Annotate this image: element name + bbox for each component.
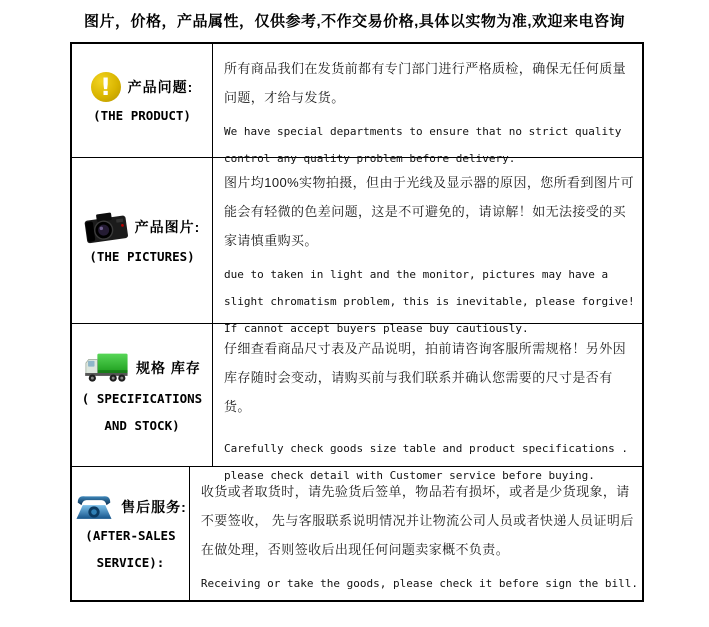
- row-pictures-en-line: If cannot accept buyers please buy cautiously.: [224, 322, 529, 335]
- row-specs-en-line: Carefully check goods size table and product specifications .: [224, 442, 628, 455]
- table-row-service: [72, 466, 642, 600]
- row-specs-sublabel: ( SPECIFICATIONS: [81, 391, 203, 406]
- row-service-text-cell: [190, 467, 642, 600]
- warning-icon: !: [91, 72, 121, 102]
- row-product-label: 产品问题:: [127, 79, 194, 95]
- notice-table: [70, 42, 644, 602]
- row-specs-zh-text: 仔细查看商品尺寸表及产品说明，拍前请咨询客服所需规格！另外因库存随时会变动，请购买前与我们联系并确认您需要的尺寸是否有货。: [224, 341, 627, 414]
- row-pictures-en-line: due to taken in light and the monitor, pictures may have a: [224, 268, 609, 281]
- phone-icon: [74, 492, 114, 522]
- row-pictures-zh-text: 图片均100%实物拍摄，但由于光线及显示器的原因，您所看到图片可能会有轻微的色差问题，这是不可避免的，请谅解！如无法接受的买家请慎重购买。: [224, 175, 635, 248]
- row-product-text-cell: [213, 44, 642, 165]
- row-pictures-sublabel: (THE PICTURES): [89, 249, 195, 264]
- row-service-sublabel: SERVICE):: [96, 554, 165, 570]
- row-pictures-text-cell: [213, 158, 642, 335]
- row-specs-en-line: please check detail with Customer service before buying.: [224, 469, 595, 482]
- table-row-pictures: [72, 157, 642, 335]
- row-pictures-label: 产品图片:: [134, 219, 201, 235]
- row-specs-label-cell: [72, 324, 213, 466]
- row-product-en-line: control any quality problem before delivery.: [224, 152, 516, 165]
- row-product-sublabel: (THE PRODUCT): [93, 108, 191, 123]
- camera-icon: [84, 211, 128, 243]
- truck-icon: [83, 351, 129, 385]
- row-pictures-label-cell: [72, 158, 213, 323]
- page-title: 图片，价格，产品属性，仅供参考,不作交易价格,具体以实物为准,欢迎来电咨询: [83, 13, 625, 30]
- row-service-label-cell: [72, 467, 190, 600]
- table-row-product: [72, 44, 642, 165]
- row-service-label: 售后服务:: [121, 498, 187, 515]
- row-specs-text-cell: [213, 324, 642, 482]
- row-specs-sublabel: AND STOCK): [104, 418, 180, 433]
- row-service-en-line: Receiving or take the goods, please check it before sign the bill.: [200, 577, 638, 590]
- row-specs-label: 规格 库存: [136, 360, 201, 376]
- row-service-sublabel: (AFTER-SALES: [85, 527, 176, 543]
- table-row-specs: [72, 323, 642, 482]
- row-product-label-cell: [72, 44, 213, 157]
- row-pictures-en-line: slight chromatism problem, this is inevitable, please forgive!: [224, 295, 635, 308]
- row-service-zh-text: 收货或者取货时，请先验货后签单，物品若有损坏，或者是少货现象，请不要签收， 先与客服联系说明情况并让物流公司人员或者快递人员证明后在做处理，否则签收后出现任何问题卖家概不负责。: [200, 484, 634, 557]
- row-product-zh-text: 所有商品我们在发货前都有专门部门进行严格质检，确保无任何质量问题，才给与发货。: [224, 61, 627, 105]
- row-product-en-line: We have special departments to ensure that no strict quality: [224, 125, 622, 138]
